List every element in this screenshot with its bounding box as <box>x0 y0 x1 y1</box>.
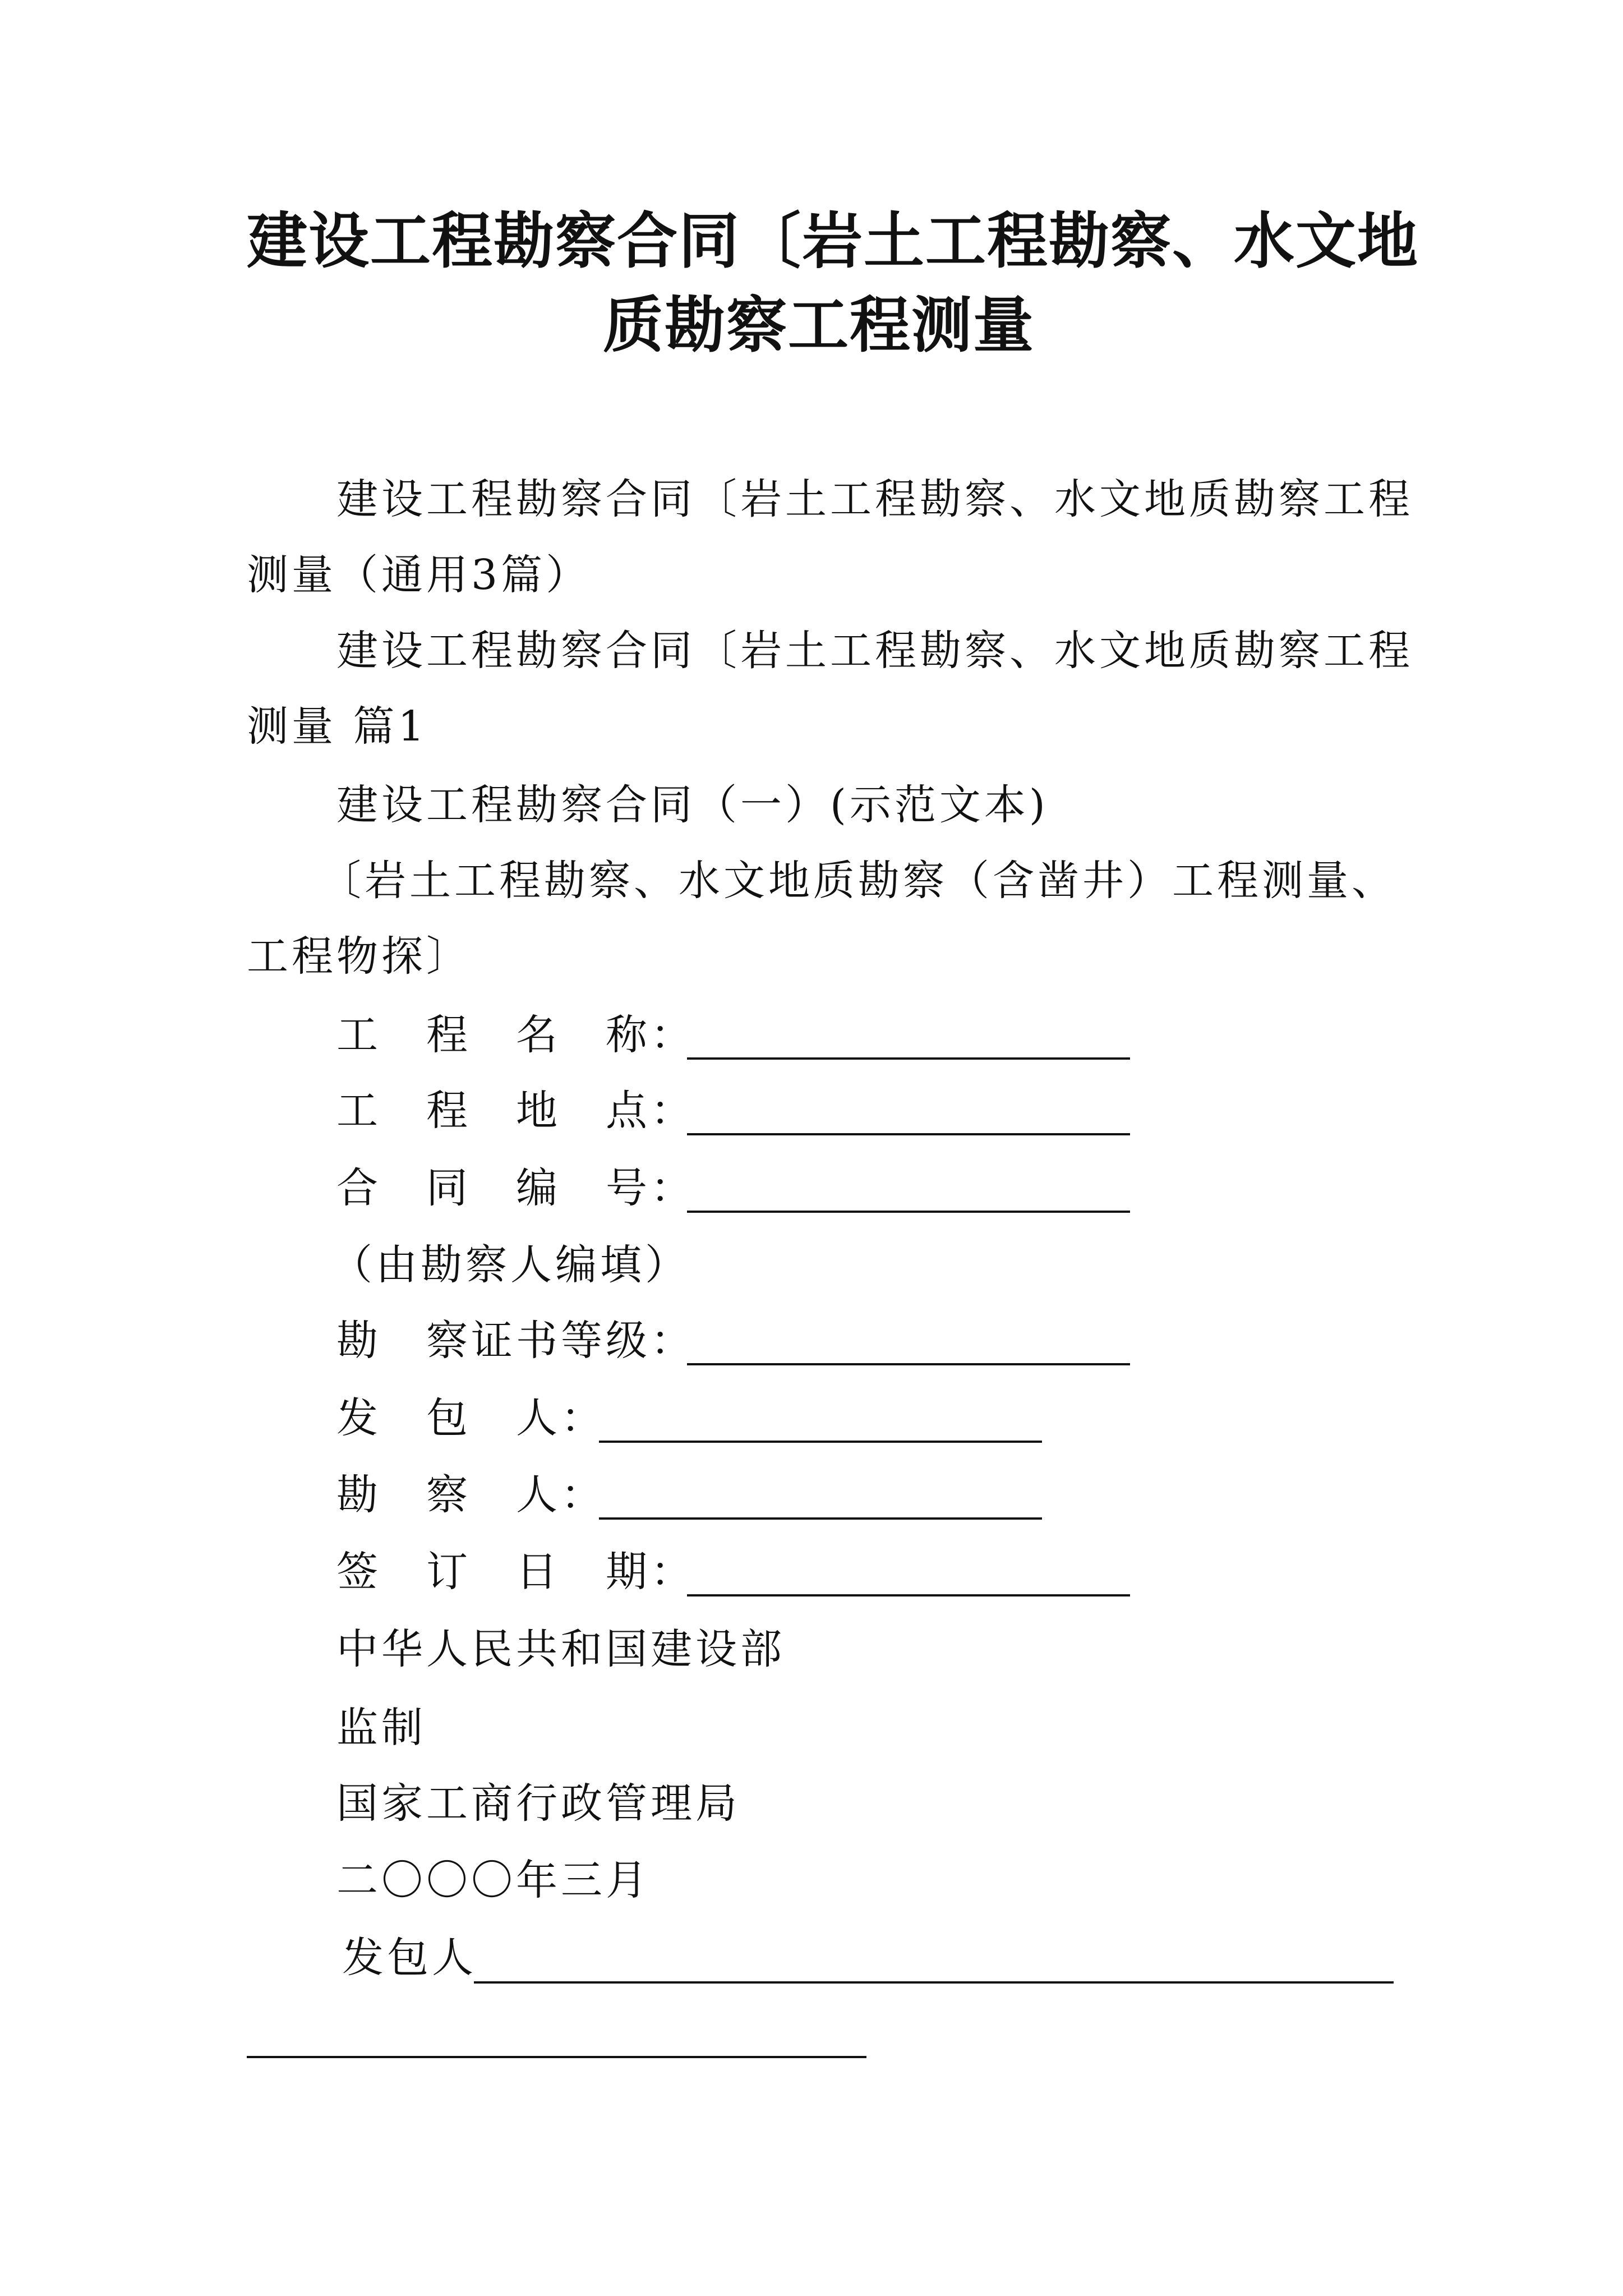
document-title-line-2: 质勘察工程测量 <box>602 290 1035 361</box>
note-filled-by-surveyor: （由勘察人编填） <box>331 1241 690 1289</box>
paragraph-4-line-2: 工程物探〕 <box>247 932 471 981</box>
paragraph-2-line-1: 建设工程勘察合同〔岩土工程勘察、水文地质勘察工程 <box>336 627 1413 675</box>
issuer-supervise: 监制 <box>336 1704 426 1752</box>
paragraph-1-line-2: 测量（通用3篇） <box>247 551 591 599</box>
paragraph-2-line-2: 测量 篇1 <box>247 702 428 751</box>
client-line-label: 发包人 <box>342 1934 477 1982</box>
field-contract-number-label: 合 同 编 号： <box>336 1164 695 1212</box>
paragraph-4-line-1: 〔岩土工程勘察、水文地质勘察（含凿井）工程测量、 <box>320 857 1396 905</box>
paragraph-3-line-1: 建设工程勘察合同（一）(示范文本) <box>336 781 1049 829</box>
issue-date: 二〇〇〇年三月 <box>336 1856 651 1904</box>
client-line-blank-continued[interactable] <box>247 2056 866 2058</box>
field-project-location-blank[interactable] <box>687 1133 1130 1135</box>
field-surveyor-blank[interactable] <box>599 1517 1042 1520</box>
field-certificate-grade-blank[interactable] <box>687 1363 1130 1365</box>
field-project-name-label: 工 程 名 称： <box>336 1011 695 1059</box>
issuer-bureau: 国家工商行政管理局 <box>336 1779 740 1828</box>
field-surveyor-label: 勘 察 人： <box>336 1471 606 1519</box>
field-signing-date-label: 签 订 日 期： <box>336 1548 695 1596</box>
field-signing-date-blank[interactable] <box>687 1594 1130 1596</box>
field-client-label: 发 包 人： <box>336 1394 606 1442</box>
field-client-blank[interactable] <box>599 1441 1042 1443</box>
field-project-name-blank[interactable] <box>687 1057 1130 1060</box>
field-project-location-label: 工 程 地 点： <box>336 1087 695 1135</box>
paragraph-1-line-1: 建设工程勘察合同〔岩土工程勘察、水文地质勘察工程 <box>336 475 1413 523</box>
document-title-line-1: 建设工程勘察合同〔岩土工程勘察、水文地 <box>247 206 1419 277</box>
field-contract-number-blank[interactable] <box>687 1211 1130 1213</box>
field-certificate-grade-label: 勘 察证书等级： <box>336 1317 695 1365</box>
issuer-ministry: 中华人民共和国建设部 <box>336 1625 785 1673</box>
client-line-blank[interactable] <box>474 1981 1394 1984</box>
